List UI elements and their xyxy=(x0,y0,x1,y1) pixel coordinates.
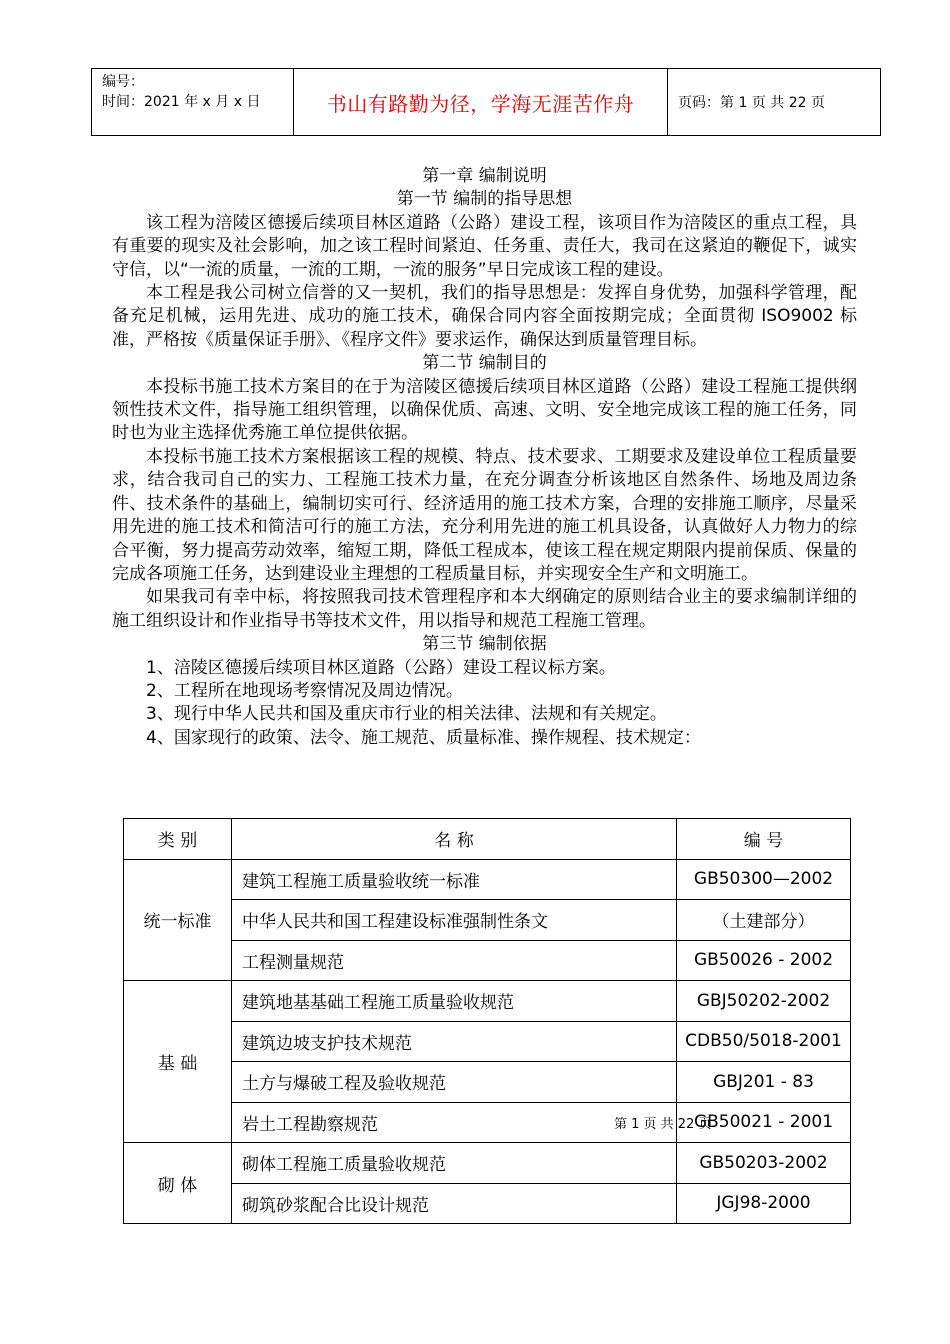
standard-code: GB50021 - 2001 xyxy=(677,1102,851,1143)
table-row xyxy=(124,940,851,981)
chapter-title: 第一章 编制说明 xyxy=(422,166,547,186)
table-row xyxy=(124,859,851,900)
list-item: 1、涪陵区德援后续项目林区道路（公路）建设工程议标方案。 xyxy=(146,657,616,678)
standard-name: 土方与爆破工程及验收规范 xyxy=(232,1062,677,1103)
table-row xyxy=(124,1062,851,1103)
standard-name: 中华人民共和国工程建设标准强制性条文 xyxy=(232,900,677,941)
header-page-label: 页码：第 1 页 共 22 页 xyxy=(678,95,825,111)
paragraph: 本工程是我公司树立信誉的又一契机，我们的指导思想是：发挥自身优势，加强科学管理，配备充足机械，运用先进、成功的施工技术，确保合同内容全面按期完成；全面贯彻 ISO9002 标准，严格按《质量保证手册》、《程序文件》要求运作，确保达到质量管理目标。 xyxy=(112,283,857,350)
standard-code: GBJ50202-2002 xyxy=(677,981,851,1022)
table-row xyxy=(124,1102,851,1143)
standard-code: JGJ98-2000 xyxy=(677,1183,851,1224)
paragraph: 本投标书施工技术方案目的在于为涪陵区德援后续项目林区道路（公路）建设工程施工提供纲领性技术文件，指导施工组织管理，以确保优质、高速、文明、安全地完成该工程的施工任务，同时也为业主选择优秀施工单位提供依据。 xyxy=(112,376,857,444)
category-cell: 砌 体 xyxy=(124,1143,232,1224)
standard-code: （土建部分） xyxy=(677,900,851,941)
list-item: 2、工程所在地现场考察情况及周边情况。 xyxy=(146,680,463,701)
standard-name: 岩土工程勘察规范 xyxy=(232,1102,677,1143)
standard-name: 建筑地基基础工程施工质量验收规范 xyxy=(232,981,677,1022)
header-motto: 书山有路勤为径，学海无涯苦作舟 xyxy=(294,69,668,135)
header-code: 编 号 xyxy=(677,819,851,860)
section-title: 第三节 编制依据 xyxy=(422,634,547,655)
table-row xyxy=(124,1143,851,1184)
standard-code: GBJ201 - 83 xyxy=(677,1062,851,1103)
header-name: 名 称 xyxy=(232,819,677,860)
table-header-row xyxy=(124,819,851,860)
standard-name: 工程测量规范 xyxy=(232,940,677,981)
table-row xyxy=(124,981,851,1022)
paragraph: 本投标书施工技术方案根据该工程的规模、特点、技术要求、工期要求及建设单位工程质量要求，结合我司自己的实力、工程施工技术力量，在充分调查分析该地区自然条件、场地及周边条件、技术条件的基础上，编制切实可行、经济适用的施工技术方案，合理的安排施工顺序，尽量采用先进的施工技术和简洁可行的施工方法，充分利用先进的施工机具设备，认真做好人力物力的综合平衡，努力提高劳动效率，缩短工期，降低工程成本，使该工程在规定期限内提前保质、保量的完成各项施工任务，达到建设业主理想的工程质量目标，并实现安全生产和文明施工。 xyxy=(112,446,857,584)
standard-code: GB50300—2002 xyxy=(677,859,851,900)
page-footer: 第 1 页 共 22 页 xyxy=(614,1117,712,1132)
header-meta xyxy=(92,69,294,135)
standard-code: GB50026 - 2002 xyxy=(677,940,851,981)
paragraph: 如果我司有幸中标，将按照我司技术管理程序和本大纲确定的原则结合业主的要求编制详细的施工组织设计和作业指导书等技术文件，用以指导和规范工程施工管理。 xyxy=(112,587,857,631)
standard-name: 建筑工程施工质量验收统一标准 xyxy=(232,859,677,900)
standard-name: 砌筑砂浆配合比设计规范 xyxy=(232,1183,677,1224)
time-label: 时间：2021 年 x 月 x 日 xyxy=(102,94,261,110)
header-category: 类 别 xyxy=(124,819,232,860)
standard-code: GB50203-2002 xyxy=(677,1143,851,1184)
section-title: 第一节 编制的指导思想 xyxy=(396,189,573,210)
number-label: 编号： xyxy=(102,74,144,90)
page-header xyxy=(91,68,881,136)
standards-table xyxy=(123,818,851,1224)
standard-code: CDB50/5018-2001 xyxy=(677,1021,851,1062)
standard-name: 砌体工程施工质量验收规范 xyxy=(232,1143,677,1184)
list-item: 4、国家现行的政策、法令、施工规范、质量标准、操作规程、技术规定： xyxy=(146,727,701,748)
section-title: 第二节 编制目的 xyxy=(422,353,547,374)
category-cell: 统一标准 xyxy=(124,859,232,981)
table-row xyxy=(124,1021,851,1062)
table-row xyxy=(124,1183,851,1224)
list-item: 3、现行中华人民共和国及重庆市行业的相关法律、法规和有关规定。 xyxy=(146,704,667,725)
standard-name: 建筑边坡支护技术规范 xyxy=(232,1021,677,1062)
category-cell: 基 础 xyxy=(124,981,232,1143)
document-body xyxy=(112,165,857,750)
table-row xyxy=(124,900,851,941)
paragraph: 该工程为涪陵区德援后续项目林区道路（公路）建设工程，该项目作为涪陵区的重点工程，具有重要的现实及社会影响，加之该工程时间紧迫、任务重、责任大，我司在这紧迫的鞭促下，诚实守信，以“一流的质量，一流的工期，一流的服务”早日完成该工程的建设。 xyxy=(112,212,857,280)
